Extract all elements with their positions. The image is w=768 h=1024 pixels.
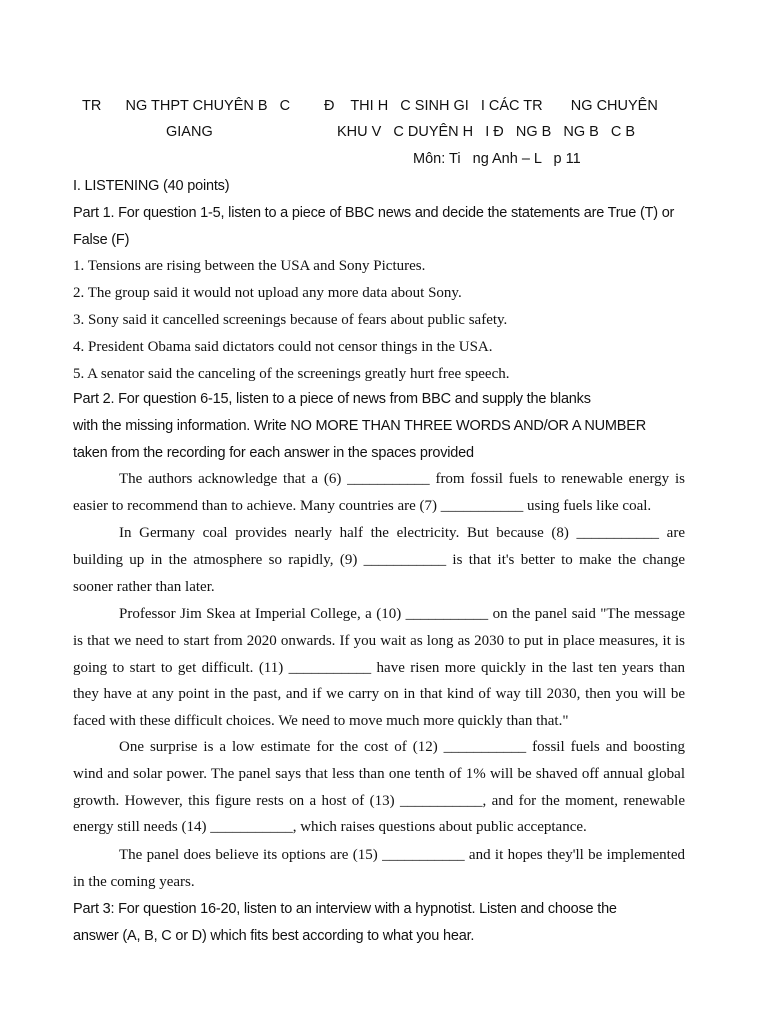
school-name-line2: GIANG <box>166 124 213 140</box>
part2-instruction-line3: taken from the recording for each answer in the spaces provided <box>73 445 474 461</box>
part2-paragraph-2: In Germany coal provides nearly half the electricity. But because (8) ___________ are building up in the atmosphere so rapidly, (9) ___________ is that it's better to make the change sooner rather than later. <box>73 525 685 595</box>
part2-paragraph-1: The authors acknowledge that a (6) ___________ from fossil fuels to renewable energy is easier to recommend than to achieve. Many countries are (7) ___________ using fuels like coal. <box>73 471 685 514</box>
part1-question-2: 2. The group said it would not upload any more data about Sony. <box>73 285 462 301</box>
part1-question-4: 4. President Obama said dictators could not censor things in the USA. <box>73 339 493 355</box>
part1-instruction-line1: Part 1. For question 1-5, listen to a piece of BBC news and decide the statements are True (T) or <box>73 205 675 221</box>
part2-paragraph-5: The panel does believe its options are (15) ___________ and it hopes they'll be implemented in the coming years. <box>73 847 685 890</box>
part1-question-5: 5. A senator said the canceling of the screenings greatly hurt free speech. <box>73 366 510 382</box>
exam-subject: Môn: Ti ng Anh – L p 11 <box>413 151 581 167</box>
part3-instruction-line1: Part 3: For question 16-20, listen to an interview with a hypnotist. Listen and choose the <box>73 901 617 917</box>
exam-title-line2: KHU V C DUYÊN H I Đ NG B NG B C B <box>337 124 636 140</box>
part3-instruction-line2: answer (A, B, C or D) which fits best according to what you hear. <box>73 928 475 944</box>
school-name-line1: TR NG THPT CHUYÊN B C <box>82 98 291 114</box>
part2-paragraph-3: Professor Jim Skea at Imperial College, a (10) ___________ on the panel said "The message is that we need to start from 2020 onwards. If you wait as long as 2030 to put in place measures, it is going to start to get difficult. (11) ___________ have risen more quickly in the last ten years than they have at any point in the past, and if we carry on in that kind of way till 2030, then you will be faced with these difficult choices. We need to move much more quickly than that." <box>73 606 685 730</box>
part2-paragraph-4: One surprise is a low estimate for the cost of (12) ___________ fossil fuels and boosting wind and solar power. The panel says that less than one tenth of 1% will be shaved off annual global growth. However, this figure rests on a host of (13) ___________, and for the moment, renewable energy still needs (14) ___________, which raises questions about public acceptance. <box>73 739 685 836</box>
part1-question-1: 1. Tensions are rising between the USA and Sony Pictures. <box>73 258 426 274</box>
part1-question-3: 3. Sony said it cancelled screenings because of fears about public safety. <box>73 312 508 328</box>
part1-instruction-line2: False (F) <box>73 232 130 248</box>
part2-instruction-line1: Part 2. For question 6-15, listen to a piece of news from BBC and supply the blanks <box>73 391 591 407</box>
part2-instruction-line2: with the missing information. Write NO MORE THAN THREE WORDS AND/OR A NUMBER <box>73 418 646 434</box>
exam-title-line1: Đ THI H C SINH GI I CÁC TR NG CHUYÊN <box>324 98 658 114</box>
section-title-listening: I. LISTENING (40 points) <box>73 178 230 194</box>
